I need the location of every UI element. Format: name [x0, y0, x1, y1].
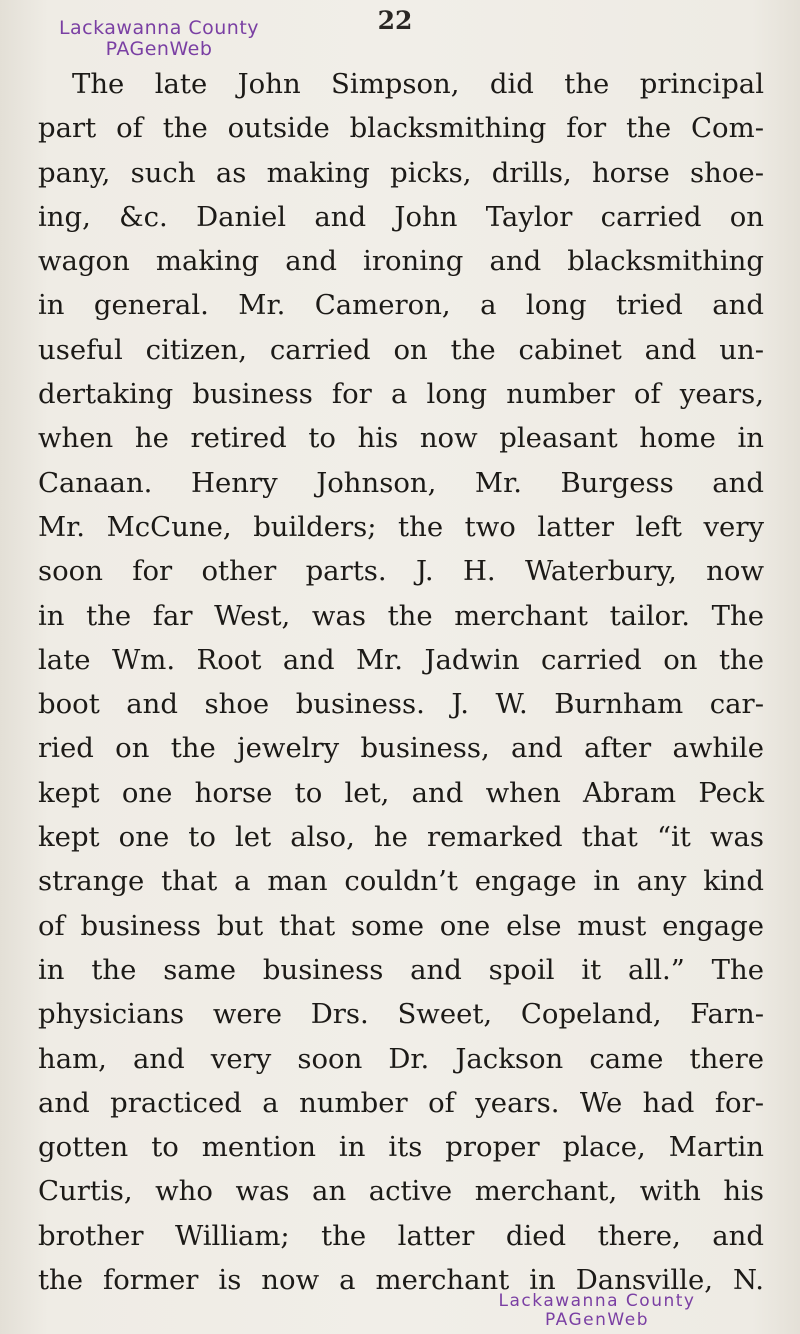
text-line-6: in general. Mr. Cameron, a long tried and — [38, 289, 764, 322]
text-line-13: in the far West, was the merchant tailor. The — [38, 599, 764, 632]
text-line-14: late Wm. Root and Mr. Jadwin carried on the — [38, 643, 764, 676]
text-line-27: brother William; the latter died there, and — [38, 1219, 764, 1252]
text-line-19: strange that a man couldn’t engage in any kind — [38, 865, 764, 898]
text-line-7: useful citizen, carried on the cabinet and un- — [38, 333, 764, 366]
watermark-bottom — [462, 1292, 732, 1330]
text-line-16: ried on the jewelry business, and after awhile — [38, 732, 764, 765]
body-text — [38, 62, 764, 1302]
watermark-bottom-line-1: Lackawanna County — [498, 1291, 696, 1311]
text-line-20: of business but that some one else must engage — [38, 909, 764, 942]
text-line-28: the former is now a merchant in Dansville, N. — [38, 1264, 764, 1297]
text-line-18: kept one to let also, he remarked that “it was — [38, 821, 764, 854]
text-line-2: part of the outside blacksmithing for the Com- — [38, 112, 764, 145]
text-line-26: Curtis, who was an active merchant, with his — [38, 1175, 764, 1208]
watermark-top — [26, 18, 292, 60]
watermark-top-line-1: Lackawanna County — [58, 17, 260, 39]
text-line-4: ing, &c. Daniel and John Taylor carried on — [38, 200, 764, 233]
text-line-15: boot and shoe business. J. W. Burnham car- — [38, 688, 764, 721]
text-line-8: dertaking business for a long number of years, — [38, 378, 764, 411]
text-line-24: and practiced a number of years. We had for- — [38, 1086, 764, 1119]
text-line-17: kept one horse to let, and when Abram Peck — [38, 776, 764, 809]
text-line-23: ham, and very soon Dr. Jackson came there — [38, 1042, 764, 1075]
text-line-25: gotten to mention in its proper place, Martin — [38, 1131, 764, 1164]
watermark-top-line-2: PAGenWeb — [105, 38, 213, 60]
text-line-5: wagon making and ironing and blacksmithing — [38, 245, 764, 278]
text-line-3: pany, such as making picks, drills, horse shoe- — [38, 156, 764, 189]
page-number: 22 — [377, 6, 413, 35]
text-line-1: The late John Simpson, did the principal — [72, 68, 764, 100]
text-line-12: soon for other parts. J. H. Waterbury, now — [38, 555, 764, 588]
text-line-22: physicians were Drs. Sweet, Copeland, Farn- — [38, 998, 764, 1031]
watermark-bottom-line-2: PAGenWeb — [545, 1310, 649, 1330]
text-line-10: Canaan. Henry Johnson, Mr. Burgess and — [38, 466, 764, 499]
text-line-11: Mr. McCune, builders; the two latter left very — [38, 510, 764, 543]
text-line-9: when he retired to his now pleasant home in — [38, 422, 764, 455]
text-line-21: in the same business and spoil it all.” The — [38, 953, 764, 986]
